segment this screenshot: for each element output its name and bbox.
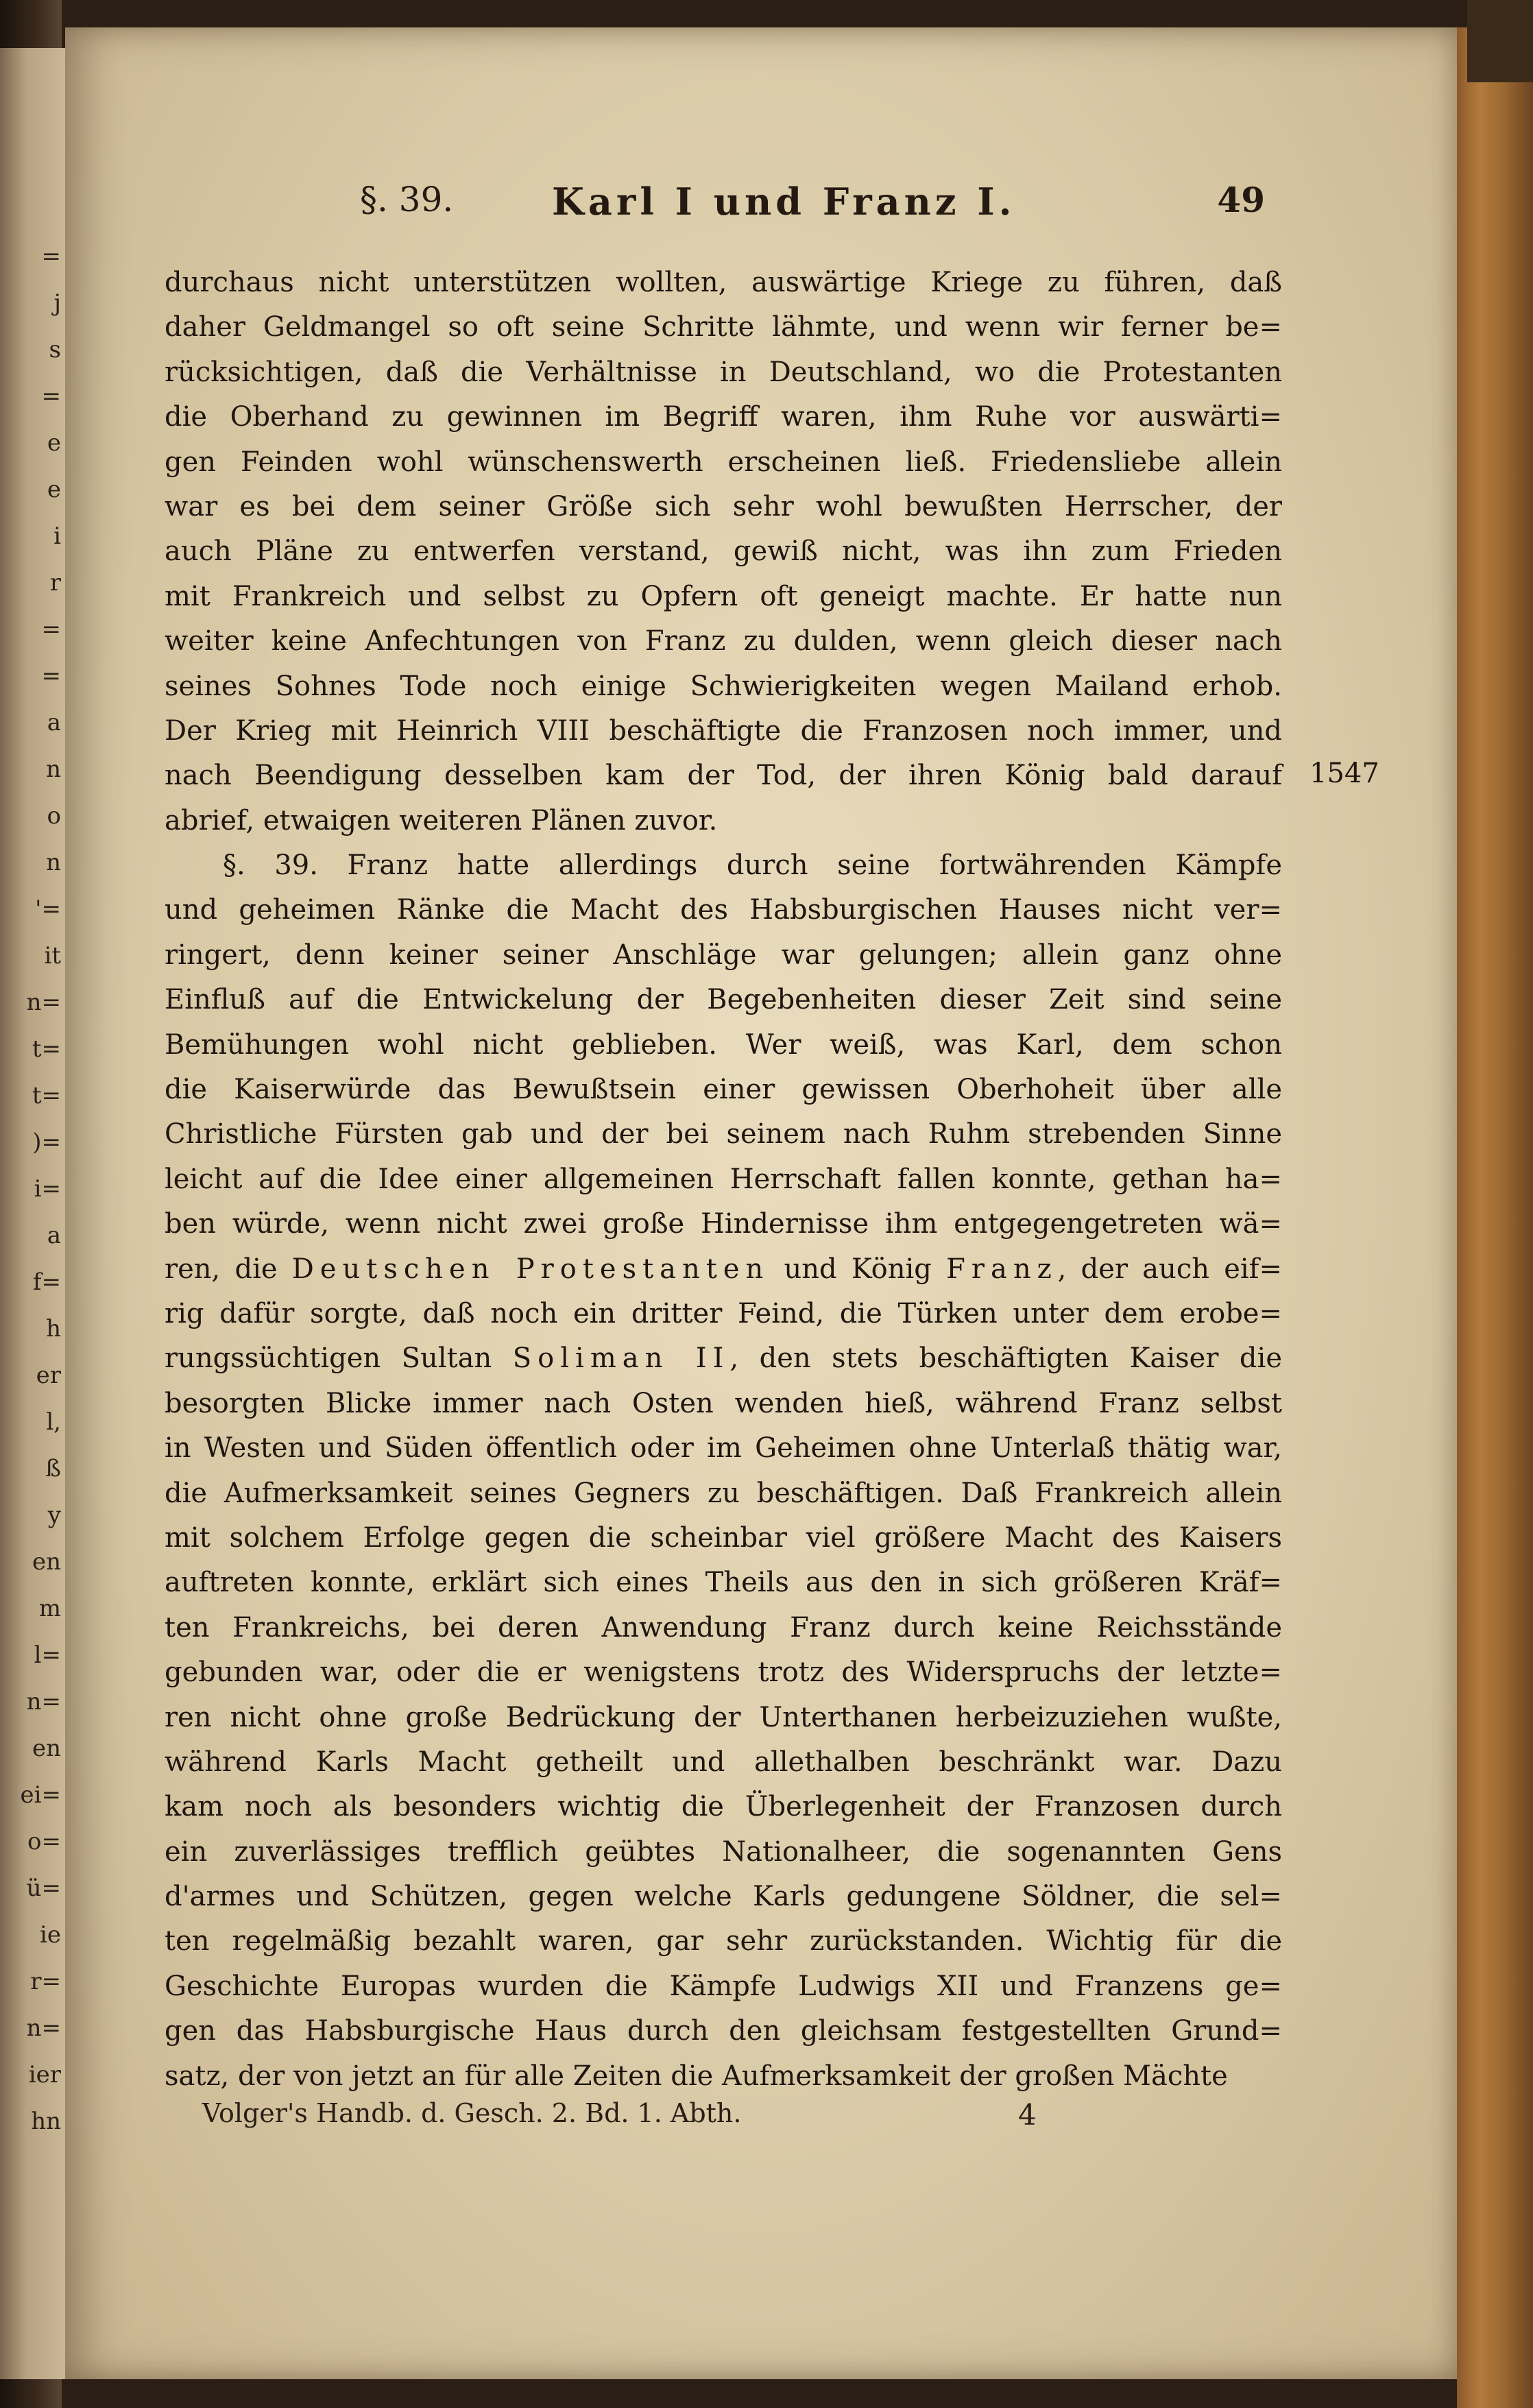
text-line: ten regelmäßig bezahlt waren, gar sehr zurückstanden. Wichtig für die: [165, 1925, 1282, 1958]
facing-page-fragment: r: [49, 569, 61, 597]
book-cover-corner: [1467, 0, 1533, 82]
text-line: d'armes und Schützen, gegen welche Karls gedungene Söldner, die sel=: [165, 1881, 1282, 1913]
text-line: rig dafür sorgte, daß noch ein dritter Feind, die Türken unter dem erobe=: [165, 1297, 1282, 1329]
text-line: gebunden war, oder die er wenigstens trotz des Widerspruchs der letzte=: [165, 1657, 1282, 1689]
facing-page-fragment: en: [32, 1548, 61, 1576]
facing-page-fragment: s: [49, 336, 61, 363]
line-segment: , den stets beschäftigten Kaiser die: [729, 1343, 1282, 1375]
text-line: weiter keine Anfechtungen von Franz zu dulden, wenn gleich dieser nach: [165, 625, 1282, 658]
facing-page-fragment: e: [47, 476, 61, 503]
text-line: auftreten konnte, erklärt sich eines Theils aus den in sich größeren Kräf=: [165, 1567, 1282, 1599]
facing-page-fragment: hn: [31, 2108, 61, 2135]
facing-page-fragment: it: [44, 942, 61, 970]
text-line: war es bei dem seiner Größe sich sehr wohl bewußten Herrscher, der: [165, 490, 1282, 522]
emphasized-text: Deutschen Protestanten: [291, 1253, 770, 1285]
text-line: mit solchem Erfolge gegen die scheinbar viel größere Macht des Kaisers: [165, 1521, 1282, 1554]
facing-page-fragment: j: [53, 289, 61, 317]
text-line: Der Krieg mit Heinrich VIII beschäftigte die Franzosen noch immer, und: [165, 714, 1282, 747]
line-segment: ren, die: [165, 1253, 292, 1285]
facing-page-fragment: e: [47, 429, 61, 457]
line-segment: und König: [769, 1253, 947, 1285]
text-line: Geschichte Europas wurden die Kämpfe Ludwigs XII und Franzens ge=: [165, 1970, 1282, 2002]
text-line: Einfluß auf die Entwickelung der Begebenheiten dieser Zeit sind seine: [165, 984, 1282, 1016]
footer-citation: Volger's Handb. d. Gesch. 2. Bd. 1. Abth.: [202, 2098, 742, 2128]
facing-page-fragment: =: [41, 243, 61, 270]
facing-page-fragment: i: [53, 522, 61, 550]
facing-page-fragment: ü=: [26, 1875, 61, 1902]
facing-page-fragment: l=: [34, 1641, 61, 1669]
body-text: [165, 261, 1282, 2099]
facing-page-fragment: y: [47, 1502, 61, 1529]
facing-page-fragment: =: [41, 662, 61, 690]
text-line: die Kaiserwürde das Bewußtsein einer gewissen Oberhoheit über alle: [165, 1074, 1282, 1106]
facing-page-fragment: ier: [28, 2061, 61, 2088]
text-line: kam noch als besonders wichtig die Überlegenheit der Franzosen durch: [165, 1791, 1282, 1823]
text-line: ein zuverlässiges trefflich geübtes Nationalheer, die sogenannten Gens: [165, 1835, 1282, 1868]
book-cover-edge: [1457, 27, 1533, 2408]
facing-page-fragment: er: [36, 1362, 61, 1389]
text-line: seines Sohnes Tode noch einige Schwierigkeiten wegen Mailand erhob.: [165, 670, 1282, 702]
facing-page-fragment: i=: [34, 1175, 61, 1203]
text-line: [165, 1247, 1282, 1292]
text-line: §. 39. Franz hatte allerdings durch seine fortwährenden Kämpfe: [223, 850, 1282, 882]
facing-page-fragment: n: [46, 756, 61, 783]
facing-page-fragment: m: [38, 1595, 61, 1622]
text-line: [165, 1336, 1282, 1381]
facing-page-fragment: ie: [40, 1921, 61, 1949]
facing-page-fragment: t=: [32, 1082, 61, 1109]
text-line: rücksichtigen, daß die Verhältnisse in Deutschland, wo die Protestanten: [165, 356, 1282, 388]
margin-year-note: 1547: [1309, 758, 1379, 789]
emphasized-text: Soliman II: [512, 1343, 730, 1375]
facing-page-fragment: t=: [32, 1035, 61, 1063]
header-title: Karl I und Franz I.: [552, 180, 1016, 224]
facing-page-fragment: n=: [26, 2014, 61, 2042]
text-line: und geheimen Ränke die Macht des Habsburgischen Hauses nicht ver=: [165, 894, 1282, 926]
facing-page-fragment: ei=: [20, 1781, 61, 1809]
facing-page-fragment: f=: [32, 1268, 61, 1296]
facing-page-fragment: n: [46, 849, 61, 876]
header-section: §. 39.: [360, 180, 454, 219]
facing-page-fragment: =: [41, 383, 61, 410]
facing-page-fragment: n=: [26, 989, 61, 1016]
text-line: ten Frankreichs, bei deren Anwendung Franz durch keine Reichsstände: [165, 1611, 1282, 1644]
line-segment: rungssüchtigen Sultan: [165, 1343, 513, 1375]
text-line: besorgten Blicke immer nach Osten wenden hieß, während Franz selbst: [165, 1387, 1282, 1419]
facing-page-fragment: en: [32, 1735, 61, 1762]
facing-page-fragment: l,: [46, 1408, 61, 1436]
page-number: 49: [1217, 180, 1265, 220]
facing-page-fragment: o: [47, 802, 61, 830]
text-line: durchaus nicht unterstützen wollten, auswärtige Kriege zu führen, daß: [165, 267, 1282, 298]
text-line: gen Feinden wohl wünschenswerth erscheinen ließ. Friedensliebe allein: [165, 446, 1282, 478]
text-line: ben würde, wenn nicht zwei große Hindernisse ihm entgegengetreten wä=: [165, 1208, 1282, 1240]
facing-page-fragment: a: [47, 709, 61, 736]
text-line: abrief, etwaigen weiteren Plänen zuvor.: [165, 804, 718, 836]
text-line: Bemühungen wohl nicht geblieben. Wer weiß, was Karl, dem schon: [165, 1028, 1282, 1061]
facing-page-fragment: ß: [45, 1455, 61, 1482]
text-line: mit Frankreich und selbst zu Opfern oft geneigt machte. Er hatte nun: [165, 580, 1282, 612]
text-line: auch Pläne zu entwerfen verstand, gewiß nicht, was ihn zum Frieden: [165, 535, 1282, 568]
page-footer: [202, 2098, 1094, 2132]
text-line: die Aufmerksamkeit seines Gegners zu beschäftigen. Daß Frankreich allein: [165, 1477, 1282, 1509]
emphasized-text: Franz: [946, 1253, 1058, 1285]
facing-page-fragment: h: [46, 1315, 61, 1343]
text-line: gen das Habsburgische Haus durch den gleichsam festgestellten Grund=: [165, 2015, 1282, 2047]
facing-page-fragment: r=: [30, 1968, 61, 1995]
text-line: ringert, denn keiner seiner Anschläge war gelungen; allein ganz ohne: [165, 939, 1282, 971]
text-line: satz, der von jetzt an für alle Zeiten die Aufmerksamkeit der großen Mächte: [165, 2060, 1228, 2092]
facing-page-fragment: )=: [32, 1129, 61, 1156]
facing-page-fragment: =: [41, 616, 61, 643]
text-line: Christliche Fürsten gab und der bei seinem nach Ruhm strebenden Sinne: [165, 1118, 1282, 1151]
facing-page-fragment: a: [47, 1222, 61, 1249]
text-line: nach Beendigung desselben kam der Tod, der ihren König bald darauf: [165, 760, 1282, 792]
facing-page-fragment: '=: [35, 895, 61, 923]
line-segment: , der auch eif=: [1057, 1253, 1282, 1285]
text-line: in Westen und Süden öffentlich oder im Geheimen ohne Unterlaß thätig war,: [165, 1432, 1282, 1465]
text-line: die Oberhand zu gewinnen im Begriff waren, ihm Ruhe vor auswärti=: [165, 401, 1282, 433]
text-line: während Karls Macht getheilt und allethalben beschränkt war. Dazu: [165, 1746, 1282, 1778]
text-line: daher Geldmangel so oft seine Schritte lähmte, und wenn wir ferner be=: [165, 311, 1282, 344]
facing-page-fragment: n=: [26, 1688, 61, 1715]
footer-signature: 4: [1018, 2098, 1037, 2132]
facing-page-edge: [0, 48, 65, 2379]
facing-page-fragment: o=: [27, 1828, 61, 1855]
running-header: [319, 180, 1265, 234]
text-line: ren nicht ohne große Bedrückung der Unterthanen herbeizuziehen wußte,: [165, 1701, 1282, 1733]
text-line: leicht auf die Idee einer allgemeinen Herrschaft fallen konnte, gethan ha=: [165, 1163, 1282, 1195]
